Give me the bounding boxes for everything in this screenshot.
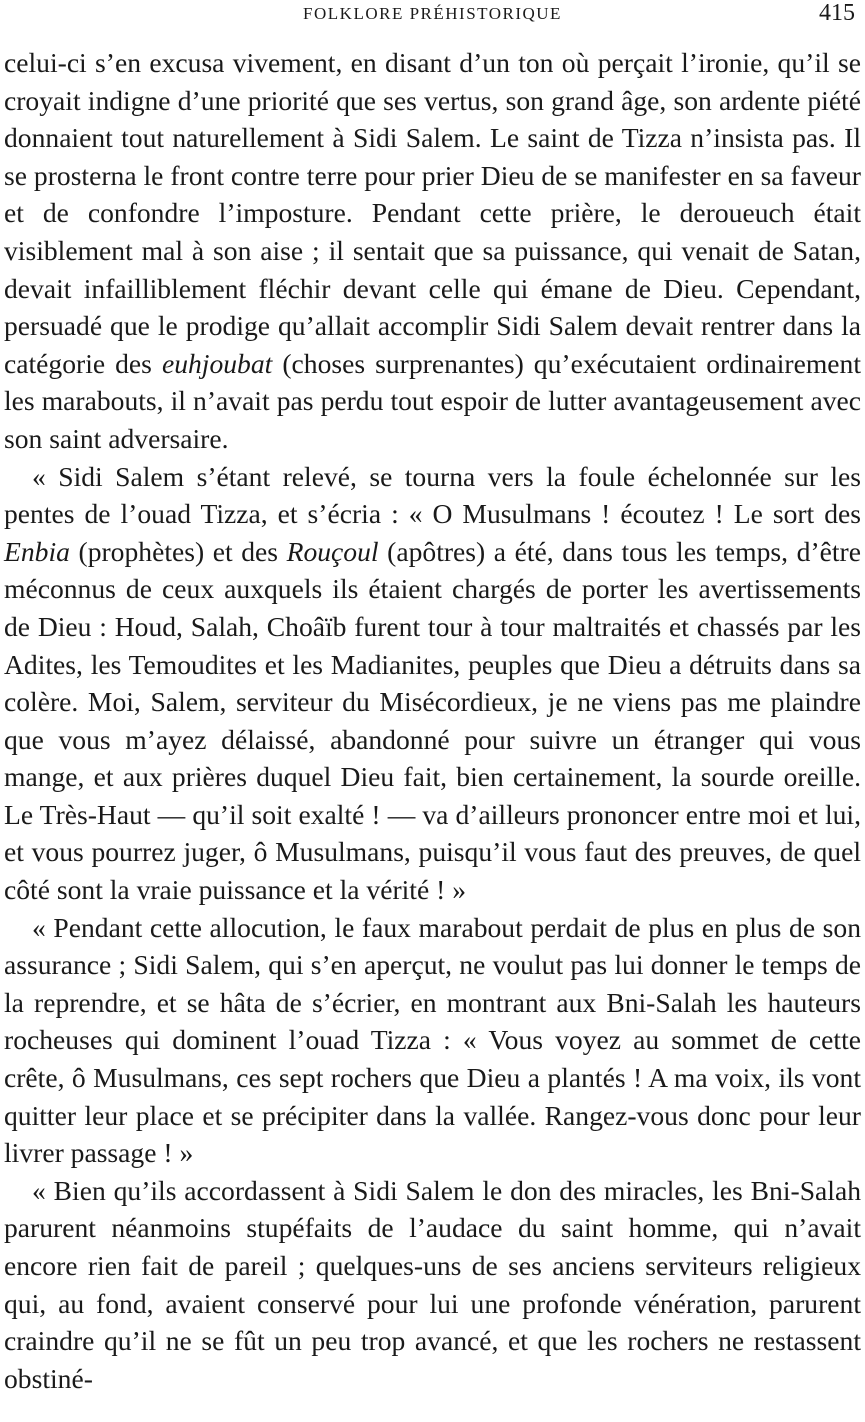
italic-term-euhjoubat: euhjoubat bbox=[161, 347, 273, 379]
running-head bbox=[4, 0, 861, 34]
paragraph-3: « Pendant cette allocution, le faux marabout perdait de plus en plus de son assurance ; Sidi Salem, qui s’en aperçut, ne voulut pas lui donner le temps de la reprendre, et se hâta de s’écrier, en montrant aux Bni-Salah les hauteurs rocheuses qui dominent l’ouad Tizza : « Vous voyez au sommet de cette crête, ô Musulmans, ces sept rochers que Dieu a plantés ! A ma voix, ils vont quitter leur place et se précipiter dans la vallée. Rangez-vous donc pour leur livrer passage ! » bbox=[4, 911, 861, 1169]
paragraph-2 bbox=[4, 458, 861, 909]
paragraph-2-text-a: « Sidi Salem s’étant relevé, se tourna vers la foule échelonnée sur les pentes de l’ouad Tizza, et s’écria : « O Musulmans ! écoutez ! Le sort des bbox=[4, 460, 861, 530]
page-number: 415 bbox=[819, 0, 855, 26]
paragraph-1-text-b: (choses surprenantes) qu’exécutaient ordinairement les marabouts, il n’avait pas perdu tout espoir de lutter avantageusement avec son saint adversaire. bbox=[4, 347, 862, 454]
paragraph-4: « Bien qu’ils accordassent à Sidi Salem le don des miracles, les Bni-Salah parurent néanmoins stupéfaits de l’audace du saint homme, qui n’avait encore rien fait de pareil ; quelques-uns de ses anciens serviteurs religieux qui, au fond, avaient conservé pour lui une profonde vénération, parurent craindre qu’il ne se fût un peu trop avancé, et que les rochers ne restassent obstiné- bbox=[4, 1174, 861, 1394]
body-text bbox=[4, 44, 861, 1397]
running-title: FOLKLORE PRÉHISTORIQUE bbox=[303, 4, 562, 23]
paragraph-1-text-a: celui-ci s’en excusa vivement, en disant d’un ton où perçait l’ironie, qu’il se croyait indigne d’une priorité que ses vertus, son grand âge, son ardente piété donnaient tout naturellement à Sidi Salem. Le saint de Tizza n’insista pas. Il se prosterna le front contre terre pour prier Dieu de se manifester en sa faveur et de confondre l’imposture. Pendant cette prière, le deroueuch était visiblement mal à son aise ; il sentait que sa puissance, qui venait de Satan, devait infailliblement fléchir devant celle qui émane de Dieu. Cependant, persuadé que le prodige qu’allait accomplir Sidi Salem devait rentrer dans la catégorie des bbox=[4, 47, 861, 379]
paragraph-2-text-b: (prophètes) et des bbox=[69, 535, 287, 567]
italic-term-roucoul: Rouçoul bbox=[286, 535, 379, 567]
italic-term-enbia: Enbia bbox=[4, 535, 70, 567]
paragraph-1 bbox=[4, 44, 861, 458]
paragraph-2-text-c: (apôtres) a été, dans tous les temps, d’être méconnus de ceux auxquels ils étaient chargés de porter les avertissements de Dieu : Houd, Salah, Choâïb furent tour à tour maltraités et chassés par les Adites, les Temoudites et les Madianites, peuples que Dieu a détruits dans sa colère. Moi, Salem, serviteur du Misécordieux, je ne viens pas me plaindre que vous m’ayez délaissé, abandonné pour suivre un étranger qui vous mange, et aux prières duquel Dieu fait, bien certainement, la sourde oreille. Le Très-Haut — qu’il soit exalté ! — va d’ailleurs prononcer entre moi et lui, et vous pourrez juger, ô Musulmans, puisqu’il vous faut des preuves, de quel côté sont la vraie puissance et la vérité ! » bbox=[4, 535, 861, 906]
